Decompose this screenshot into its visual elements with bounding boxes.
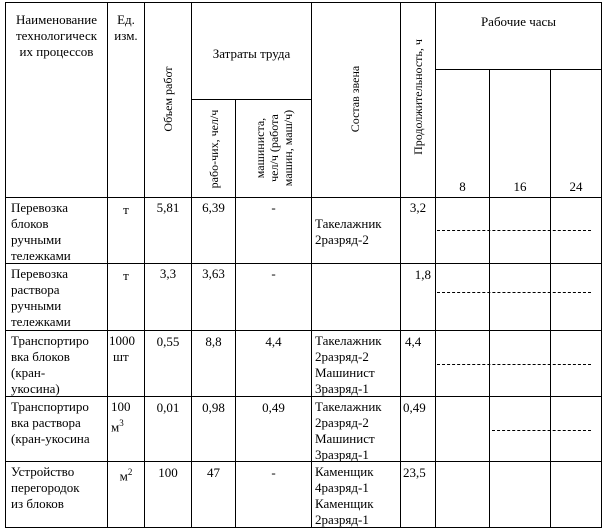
col-divider-volume (144, 2, 145, 528)
table-row-name (11, 464, 80, 512)
header-bottom-line (5, 197, 602, 198)
row-unit (108, 268, 144, 284)
row-unit (109, 333, 144, 365)
table-border-bottom (5, 527, 602, 528)
row-unit-line: 1000 (109, 333, 135, 348)
row-crew-line: 2разряд-2 (315, 232, 369, 247)
row-volume: 0,01 (156, 400, 180, 415)
header-name-line: их процессов (19, 44, 94, 59)
row-crew-line: Машинист (315, 365, 375, 380)
hours-header-divider (435, 69, 602, 70)
row-duration: 23,5 (403, 465, 426, 480)
row-workers: 0,98 (202, 400, 225, 415)
schedule-bar (437, 230, 591, 231)
row-workers: 47 (207, 465, 220, 480)
header-unit-line: Ед. (117, 12, 135, 27)
row-duration: 3,2 (409, 200, 427, 215)
row-name-line: ручными (11, 232, 62, 247)
row-duration: 0,49 (403, 400, 426, 415)
row-crew-line: 3разряд-1 (315, 447, 369, 462)
row-crew-line: 3разряд-1 (315, 381, 369, 396)
work-schedule-table (5, 2, 602, 528)
row-name-line: Транспортиро (11, 333, 89, 348)
row-crew-line: 2разряд-1 (315, 512, 369, 527)
row-duration: 1,8 (414, 267, 431, 282)
header-name-col (6, 12, 107, 60)
row-crew-line: 2разряд-2 (315, 415, 369, 430)
table-row-name (11, 333, 89, 397)
col-divider-crew (311, 2, 312, 528)
row-crew (315, 200, 382, 248)
row-divider-4 (5, 461, 602, 462)
row-machinists: - (271, 465, 276, 480)
header-name-line: Наименование (16, 12, 97, 27)
row-name-line: Перевозка (11, 266, 69, 281)
header-unit-line: изм. (114, 28, 138, 43)
unit-exponent: 3 (119, 418, 124, 428)
header-machinists-line: чел/ч (работа (267, 114, 281, 182)
row-name-line: вка блоков (11, 349, 70, 364)
schedule-bar (492, 430, 591, 431)
row-crew (315, 464, 374, 528)
row-unit-line (111, 415, 144, 435)
row-volume: 100 (158, 465, 178, 480)
table-row-name (11, 399, 90, 447)
col-divider-duration (400, 2, 401, 528)
header-unit-col (108, 12, 144, 44)
header-workers: рабо-чих, чел/ч (207, 109, 221, 189)
row-name-line: Транспортиро (11, 399, 89, 414)
schedule-bar (437, 292, 591, 293)
row-name-line: тележками (11, 314, 71, 329)
row-crew-line: Каменщик (315, 496, 374, 511)
row-crew-line: Машинист (315, 431, 375, 446)
row-crew-line: Такелажник (315, 216, 382, 231)
header-crew: Состав звена (348, 65, 362, 133)
header-machinists-line: машиниста, (253, 117, 267, 179)
header-hour-8: 8 (459, 179, 466, 194)
row-workers: 3,63 (202, 266, 225, 281)
header-duration: Продолжительность, ч (411, 39, 425, 155)
row-divider-1 (5, 263, 602, 264)
row-name-line: блоков (11, 216, 49, 231)
row-unit-line: 100 (111, 399, 131, 414)
row-divider-3 (5, 396, 602, 397)
table-border-right (601, 2, 602, 528)
table-border-top (5, 2, 602, 3)
schedule-bar (437, 364, 591, 365)
row-crew-line: 4разряд-1 (315, 480, 369, 495)
header-volume: Объем работ (161, 66, 175, 132)
row-crew (315, 333, 382, 397)
row-duration: 4,4 (405, 334, 422, 349)
row-volume: 3,3 (159, 266, 177, 281)
col-divider-machinists (235, 99, 236, 528)
row-name-line: (кран- (11, 365, 46, 380)
row-workers: 8,8 (205, 334, 222, 349)
row-name-line: раствора (11, 282, 60, 297)
row-name-line: тележками (11, 248, 71, 263)
row-name-line: ручными (11, 298, 62, 313)
table-border-left (5, 2, 6, 528)
row-name-line: укосина) (11, 381, 60, 396)
row-unit-line: шт (113, 349, 129, 364)
row-crew-line: Такелажник (315, 333, 382, 348)
table-row-name (11, 200, 71, 264)
row-machinists: 0,49 (262, 400, 285, 415)
col-divider-unit (107, 2, 108, 528)
row-unit-line: т (123, 202, 129, 217)
row-machinists: 4,4 (265, 334, 282, 349)
unit-exponent: 2 (127, 467, 133, 477)
row-volume: 5,81 (156, 200, 180, 215)
header-hours: Рабочие часы (480, 14, 557, 29)
unit-base: м (111, 419, 120, 435)
header-hour-24: 24 (569, 179, 583, 194)
row-name-line: вка раствора (11, 415, 81, 430)
row-machinists: - (271, 200, 276, 215)
row-crew-line (315, 200, 382, 216)
header-name-line: технологическ (15, 28, 98, 43)
row-name-line: из блоков (11, 496, 64, 511)
row-volume: 0,55 (156, 334, 180, 349)
col-divider-labor (191, 2, 192, 528)
col-divider-hour-8 (489, 69, 490, 528)
header-labor: Затраты труда (212, 46, 291, 61)
table-row-name (11, 266, 71, 330)
row-workers: 6,39 (202, 200, 225, 215)
row-unit (108, 202, 144, 218)
row-unit-line: т (123, 268, 129, 283)
header-machinists (253, 98, 295, 198)
row-name-line: перегородок (11, 480, 80, 495)
row-crew (315, 399, 382, 463)
header-hour-16: 16 (513, 179, 527, 194)
row-divider-2 (5, 330, 602, 331)
row-machinists: - (271, 266, 276, 281)
row-crew-line: Каменщик (315, 464, 374, 479)
row-crew-line: Такелажник (315, 399, 382, 414)
row-unit (108, 464, 144, 484)
col-divider-hour-16 (550, 69, 551, 528)
header-machinists-line: машин, маш/ч) (281, 109, 295, 187)
row-name-line: Перевозка (11, 200, 69, 215)
row-unit (111, 399, 144, 435)
row-name-line: (кран-укосина (11, 431, 90, 446)
col-divider-hours (435, 2, 436, 528)
unit-base: м (119, 468, 128, 484)
row-crew-line: 2разряд-2 (315, 349, 369, 364)
row-name-line: Устройство (11, 464, 75, 479)
